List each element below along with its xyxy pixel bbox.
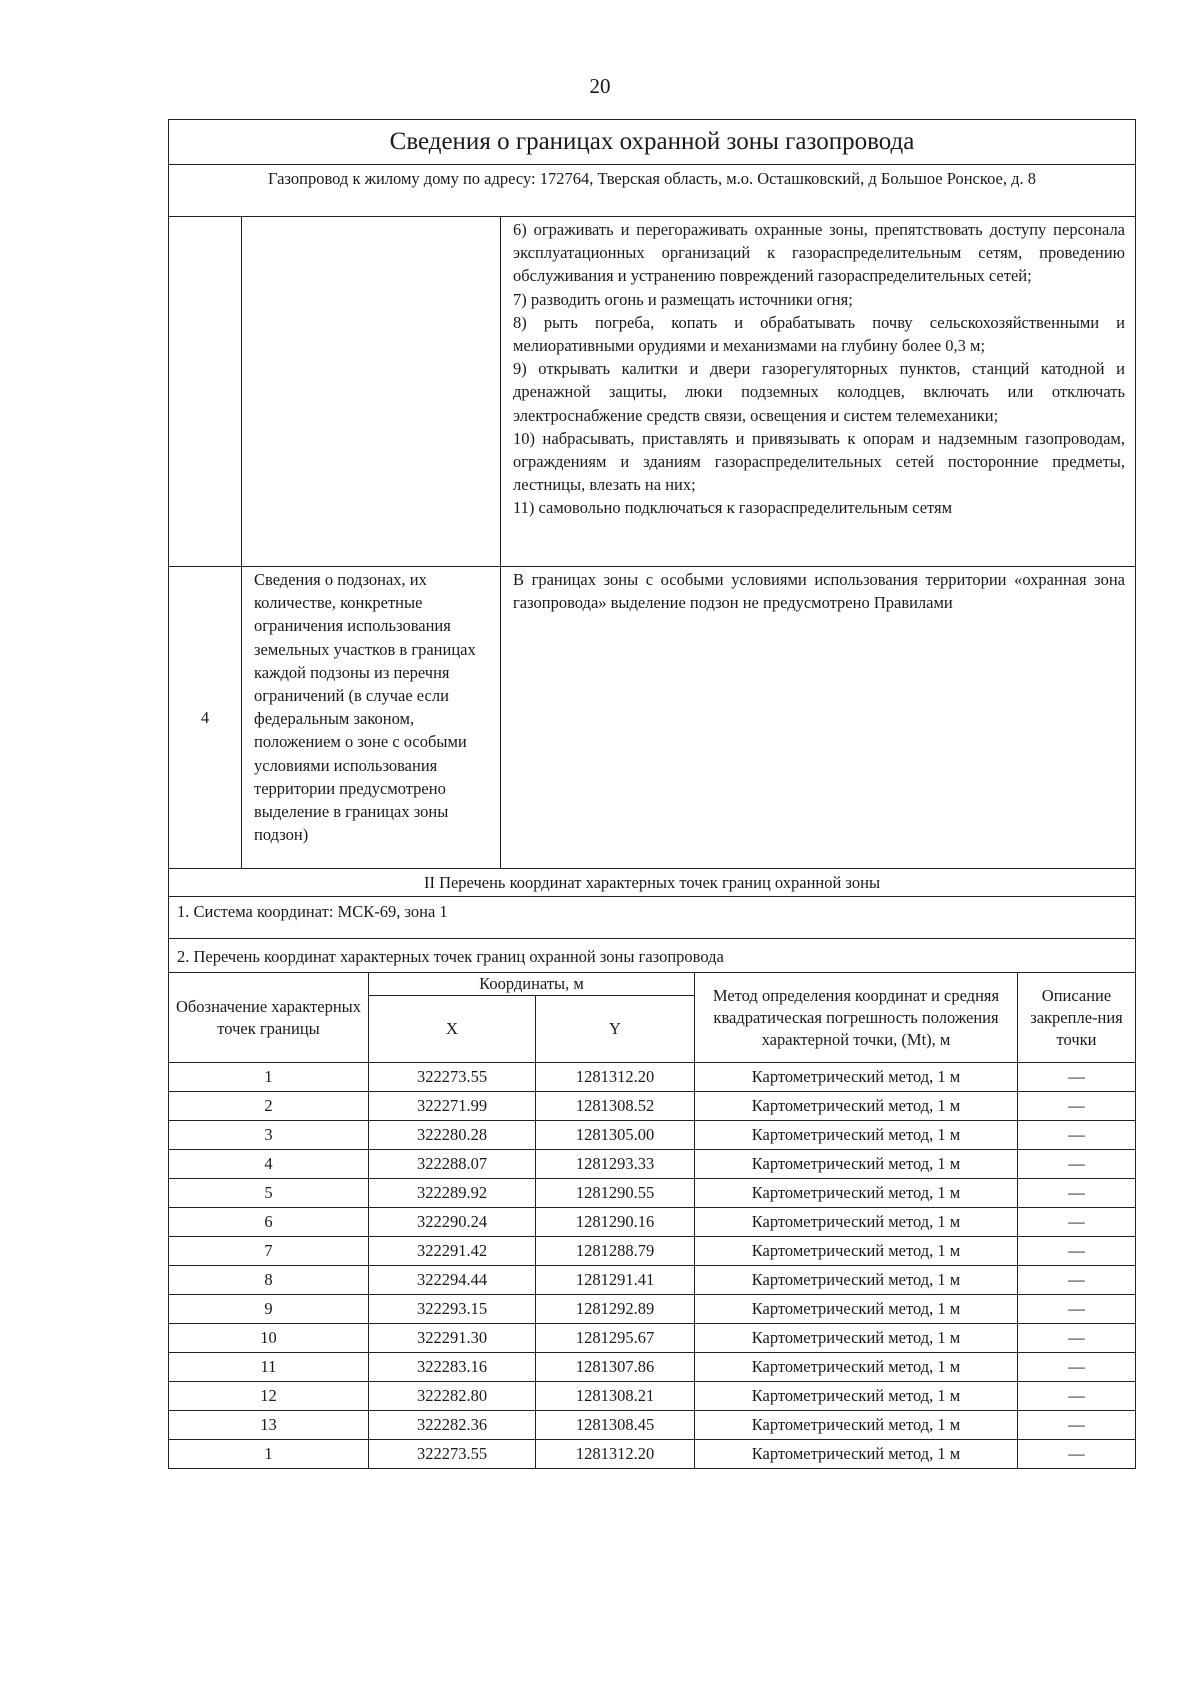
header-method: Метод определения координат и средняя квадратическая погрешность положения характерной точки, (Mt), м bbox=[695, 973, 1018, 1063]
method-cell: Картометрический метод, 1 м bbox=[695, 1121, 1018, 1150]
header-description: Описание закрепле-ния точки bbox=[1018, 973, 1136, 1063]
x-cell: 322271.99 bbox=[369, 1092, 536, 1121]
table-row bbox=[169, 1411, 1135, 1440]
x-cell: 322294.44 bbox=[369, 1266, 536, 1295]
coordinates-table bbox=[169, 973, 1135, 1468]
table-row bbox=[169, 1150, 1135, 1179]
section-2-heading: II Перечень координат характерных точек границ охранной зоны bbox=[169, 869, 1135, 897]
restrictions-row-number-cell bbox=[169, 217, 242, 566]
x-cell: 322282.80 bbox=[369, 1382, 536, 1411]
y-cell: 1281308.52 bbox=[536, 1092, 695, 1121]
restriction-item: 8) рыть погреба, копать и обрабатывать почву сельскохозяйственными и мелиоративными орудиями и механизмами на глубину более 0,3 м; bbox=[513, 312, 1125, 356]
table-row bbox=[169, 1063, 1135, 1092]
point-cell: 4 bbox=[169, 1150, 369, 1179]
header-y: Y bbox=[536, 996, 695, 1063]
header-x: X bbox=[369, 996, 536, 1063]
document-title: Сведения о границах охранной зоны газопровода bbox=[169, 120, 1135, 165]
method-cell: Картометрический метод, 1 м bbox=[695, 1353, 1018, 1382]
point-cell: 6 bbox=[169, 1208, 369, 1237]
method-cell: Картометрический метод, 1 м bbox=[695, 1440, 1018, 1469]
restrictions-list bbox=[501, 217, 1135, 566]
y-cell: 1281291.41 bbox=[536, 1266, 695, 1295]
subzones-row-label: Сведения о подзонах, их количестве, конкретные ограничения использования земельных участков в границах каждой подзоны из перечня ограничений (в случае если федеральным законом, положением о зоне с особыми условиями использования территории предусмотрено выделение в границах зоны подзон) bbox=[242, 567, 501, 868]
restrictions-row bbox=[169, 217, 1135, 567]
description-cell: — bbox=[1018, 1382, 1136, 1411]
table-row bbox=[169, 1121, 1135, 1150]
subzones-row-value: В границах зоны с особыми условиями использования территории «охранная зона газопровода» выделение подзон не предусмотрено Правилами bbox=[513, 570, 1125, 613]
y-cell: 1281308.45 bbox=[536, 1411, 695, 1440]
description-cell: — bbox=[1018, 1121, 1136, 1150]
table-row bbox=[169, 1324, 1135, 1353]
y-cell: 1281308.21 bbox=[536, 1382, 695, 1411]
table-row bbox=[169, 1092, 1135, 1121]
y-cell: 1281290.16 bbox=[536, 1208, 695, 1237]
zone-info-sheet bbox=[168, 119, 1136, 1469]
method-cell: Картометрический метод, 1 м bbox=[695, 1237, 1018, 1266]
header-coordinates: Координаты, м bbox=[369, 973, 695, 996]
point-cell: 2 bbox=[169, 1092, 369, 1121]
restriction-item: 6) ограживать и перегораживать охранные зоны, препятствовать доступу персонала эксплуатационных организаций к газораспределительным сетям, проведению обслуживания и устранению повреждений газораспределительных сетей; bbox=[513, 220, 1125, 286]
y-cell: 1281312.20 bbox=[536, 1063, 695, 1092]
table-row bbox=[169, 1382, 1135, 1411]
table-row bbox=[169, 1353, 1135, 1382]
y-cell: 1281312.20 bbox=[536, 1440, 695, 1469]
description-cell: — bbox=[1018, 1353, 1136, 1382]
table-row bbox=[169, 1208, 1135, 1237]
description-cell: — bbox=[1018, 1208, 1136, 1237]
point-cell: 10 bbox=[169, 1324, 369, 1353]
subzones-row-number: 4 bbox=[169, 567, 242, 868]
point-cell: 5 bbox=[169, 1179, 369, 1208]
header-designation: Обозначение характерных точек границы bbox=[169, 973, 369, 1063]
method-cell: Картометрический метод, 1 м bbox=[695, 1179, 1018, 1208]
point-cell: 7 bbox=[169, 1237, 369, 1266]
coordinates-table-wrapper bbox=[169, 973, 1135, 1468]
description-cell: — bbox=[1018, 1411, 1136, 1440]
object-address-line: Газопровод к жилому дому по адресу: 172764, Тверская область, м.о. Осташковский, д Большое Ронское, д. 8 bbox=[169, 165, 1135, 217]
x-cell: 322290.24 bbox=[369, 1208, 536, 1237]
point-cell: 12 bbox=[169, 1382, 369, 1411]
point-cell: 1 bbox=[169, 1063, 369, 1092]
table-row bbox=[169, 1237, 1135, 1266]
description-cell: — bbox=[1018, 1266, 1136, 1295]
method-cell: Картометрический метод, 1 м bbox=[695, 1266, 1018, 1295]
description-cell: — bbox=[1018, 1063, 1136, 1092]
method-cell: Картометрический метод, 1 м bbox=[695, 1324, 1018, 1353]
description-cell: — bbox=[1018, 1237, 1136, 1266]
method-cell: Картометрический метод, 1 м bbox=[695, 1150, 1018, 1179]
x-cell: 322289.92 bbox=[369, 1179, 536, 1208]
description-cell: — bbox=[1018, 1440, 1136, 1469]
y-cell: 1281288.79 bbox=[536, 1237, 695, 1266]
description-cell: — bbox=[1018, 1092, 1136, 1121]
y-cell: 1281290.55 bbox=[536, 1179, 695, 1208]
description-cell: — bbox=[1018, 1295, 1136, 1324]
x-cell: 322273.55 bbox=[369, 1063, 536, 1092]
x-cell: 322288.07 bbox=[369, 1150, 536, 1179]
method-cell: Картометрический метод, 1 м bbox=[695, 1208, 1018, 1237]
description-cell: — bbox=[1018, 1150, 1136, 1179]
restriction-item: 7) разводить огонь и размещать источники огня; bbox=[513, 289, 853, 309]
table-row bbox=[169, 1295, 1135, 1324]
x-cell: 322280.28 bbox=[369, 1121, 536, 1150]
restrictions-row-label-cell bbox=[242, 217, 501, 566]
point-cell: 1 bbox=[169, 1440, 369, 1469]
point-cell: 8 bbox=[169, 1266, 369, 1295]
coordinate-system-line: 1. Система координат: МСК-69, зона 1 bbox=[169, 897, 1135, 939]
method-cell: Картометрический метод, 1 м bbox=[695, 1382, 1018, 1411]
coordinates-table-body bbox=[169, 1063, 1135, 1469]
point-cell: 9 bbox=[169, 1295, 369, 1324]
y-cell: 1281293.33 bbox=[536, 1150, 695, 1179]
point-cell: 11 bbox=[169, 1353, 369, 1382]
x-cell: 322273.55 bbox=[369, 1440, 536, 1469]
description-cell: — bbox=[1018, 1324, 1136, 1353]
x-cell: 322282.36 bbox=[369, 1411, 536, 1440]
restriction-item: 10) набрасывать, приставлять и привязывать к опорам и надземным газопроводам, ограждениям и зданиям газораспределительных сетей посторонние предметы, лестницы, влезать на них; bbox=[513, 428, 1125, 495]
point-cell: 13 bbox=[169, 1411, 369, 1440]
x-cell: 322283.16 bbox=[369, 1353, 536, 1382]
method-cell: Картометрический метод, 1 м bbox=[695, 1295, 1018, 1324]
description-cell: — bbox=[1018, 1179, 1136, 1208]
method-cell: Картометрический метод, 1 м bbox=[695, 1092, 1018, 1121]
table-row bbox=[169, 1266, 1135, 1295]
table-row bbox=[169, 1179, 1135, 1208]
restriction-item: 9) открывать калитки и двери газорегуляторных пунктов, станций катодной и дренажной защиты, люки подземных колодцев, включать или отключать электроснабжение средств связи, освещения и систем телемеханики; bbox=[513, 359, 1125, 425]
x-cell: 322291.30 bbox=[369, 1324, 536, 1353]
restriction-item: 11) самовольно подключаться к газораспределительным сетям bbox=[513, 498, 953, 518]
point-cell: 3 bbox=[169, 1121, 369, 1150]
y-cell: 1281305.00 bbox=[536, 1121, 695, 1150]
method-cell: Картометрический метод, 1 м bbox=[695, 1063, 1018, 1092]
y-cell: 1281295.67 bbox=[536, 1324, 695, 1353]
table-row bbox=[169, 1440, 1135, 1469]
page-number: 20 bbox=[589, 74, 611, 98]
x-cell: 322291.42 bbox=[369, 1237, 536, 1266]
coordinate-list-title: 2. Перечень координат характерных точек границ охранной зоны газопровода bbox=[169, 939, 1135, 973]
y-cell: 1281307.86 bbox=[536, 1353, 695, 1382]
x-cell: 322293.15 bbox=[369, 1295, 536, 1324]
method-cell: Картометрический метод, 1 м bbox=[695, 1411, 1018, 1440]
subzones-row bbox=[169, 567, 1135, 869]
y-cell: 1281292.89 bbox=[536, 1295, 695, 1324]
